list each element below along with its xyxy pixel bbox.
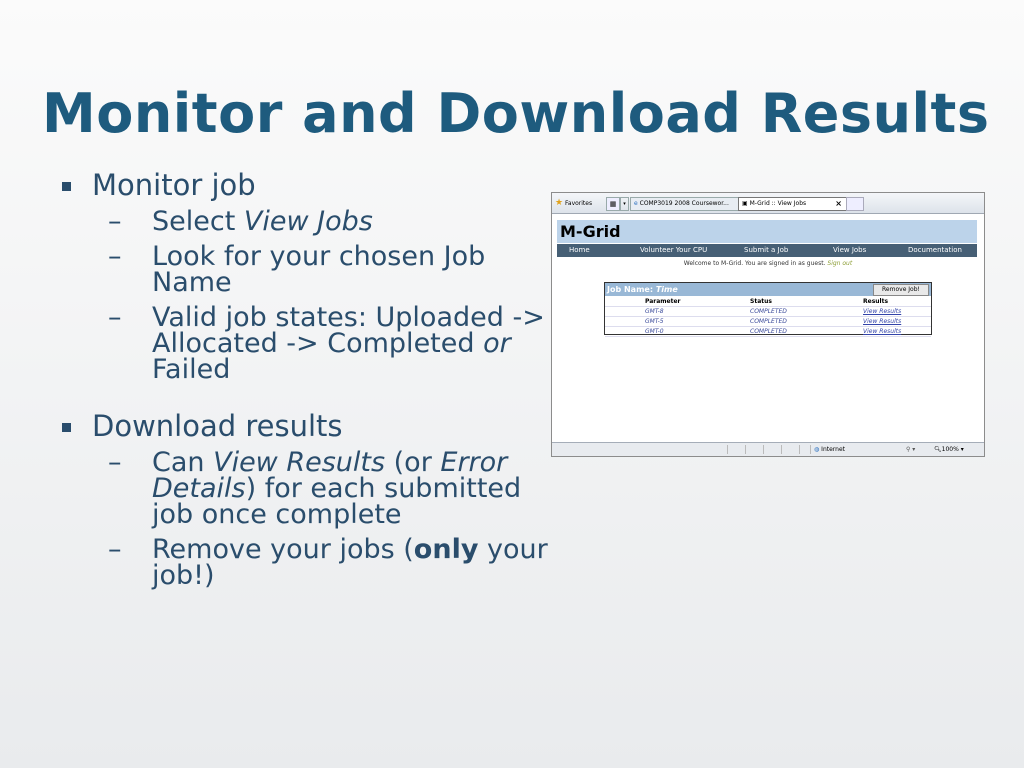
parameter-cell: GMT-8 bbox=[645, 308, 664, 315]
text-bold: only bbox=[413, 534, 479, 565]
tab-label: COMP3019 2008 Coursewor... bbox=[639, 200, 729, 207]
square-bullet-icon bbox=[62, 182, 71, 191]
zone-label: Internet bbox=[821, 446, 845, 453]
column-header-results: Results bbox=[863, 298, 889, 305]
nav-submit-job[interactable]: Submit a Job bbox=[744, 246, 789, 254]
slide-title: Monitor and Download Results bbox=[42, 82, 990, 145]
text: Failed bbox=[152, 354, 231, 385]
welcome-message bbox=[552, 260, 984, 267]
text: (or bbox=[385, 447, 441, 478]
nav-view-jobs[interactable]: View Jobs bbox=[833, 246, 867, 254]
ie-page-icon: e bbox=[634, 200, 638, 207]
table-row bbox=[605, 317, 931, 327]
browser-status-bar bbox=[552, 442, 984, 457]
tab-coursework[interactable] bbox=[630, 197, 739, 211]
view-results-link[interactable]: View Results bbox=[863, 318, 902, 325]
welcome-text: Welcome to M-Grid. You are signed in as guest. bbox=[683, 260, 826, 267]
text: Can bbox=[152, 447, 214, 478]
zoom-control[interactable]: 🔍︎100% ▾ bbox=[934, 446, 964, 453]
browser-screenshot bbox=[551, 192, 985, 457]
parameter-cell: GMT-0 bbox=[645, 328, 664, 335]
table-header bbox=[605, 297, 931, 307]
text: ) for each submitted bbox=[245, 473, 522, 504]
status-cell: COMPLETED bbox=[750, 328, 787, 335]
dash-icon: – bbox=[108, 206, 122, 237]
mgrid-header bbox=[557, 220, 977, 243]
bullet-monitor-job bbox=[62, 170, 602, 200]
protected-mode-icon[interactable]: ⚲ ▾ bbox=[906, 446, 916, 453]
text-em: View Results bbox=[213, 447, 386, 478]
text: job!) bbox=[152, 560, 215, 591]
nav-volunteer[interactable]: Volunteer Your CPU bbox=[640, 246, 708, 254]
quick-tabs-icon[interactable]: ▦ bbox=[606, 197, 620, 211]
new-tab-button[interactable] bbox=[846, 197, 864, 211]
security-zone bbox=[814, 446, 845, 453]
zoom-value: 100% bbox=[941, 446, 959, 453]
square-bullet-icon bbox=[62, 423, 71, 432]
tab-view-jobs[interactable] bbox=[738, 197, 847, 211]
text: your bbox=[478, 534, 548, 565]
mgrid-logo: M-Grid bbox=[560, 222, 621, 241]
dash-icon: – bbox=[108, 302, 122, 333]
text-em: Details bbox=[152, 473, 246, 504]
nav-documentation[interactable]: Documentation bbox=[908, 246, 962, 254]
dash-icon: – bbox=[108, 241, 122, 272]
dash-icon: – bbox=[108, 447, 122, 478]
chevron-down-icon[interactable]: ▾ bbox=[620, 197, 629, 211]
favorites-label: Favorites bbox=[565, 200, 593, 207]
bullet-download-results bbox=[62, 411, 602, 441]
column-header-parameter: Parameter bbox=[645, 298, 681, 305]
view-results-link[interactable]: View Results bbox=[863, 308, 902, 315]
job-header bbox=[605, 283, 931, 296]
text: Select bbox=[152, 206, 244, 237]
text-em: View Jobs bbox=[243, 206, 373, 237]
job-table bbox=[605, 297, 931, 337]
text-em: Error bbox=[440, 447, 508, 478]
sub-bullet-remove bbox=[62, 534, 602, 591]
text: Remove your jobs ( bbox=[152, 534, 414, 565]
text: Valid job states: Uploaded -> bbox=[152, 302, 545, 333]
text-em: or bbox=[483, 328, 511, 359]
status-cell: COMPLETED bbox=[750, 318, 787, 325]
mgrid-nav bbox=[557, 244, 977, 257]
text: job once complete bbox=[152, 499, 402, 530]
page-icon: ▣ bbox=[742, 200, 748, 207]
close-icon[interactable]: × bbox=[835, 199, 842, 208]
sub-bullet-can-view bbox=[62, 447, 602, 530]
sub-bullet-states bbox=[62, 302, 602, 385]
text: Allocated -> Completed bbox=[152, 328, 484, 359]
table-row bbox=[605, 327, 931, 337]
column-header-status: Status bbox=[750, 298, 772, 305]
job-name-label: Job Name: bbox=[607, 285, 656, 294]
globe-icon: ◍ bbox=[814, 446, 820, 453]
bullet-text: Download results bbox=[92, 409, 343, 443]
bullet-list bbox=[62, 170, 602, 589]
star-icon: ★ bbox=[555, 198, 564, 208]
view-results-link[interactable]: View Results bbox=[863, 328, 902, 335]
text: Name bbox=[152, 267, 232, 298]
favorites-button[interactable] bbox=[555, 197, 603, 209]
job-panel bbox=[604, 282, 932, 335]
tab-label: M-Grid :: View Jobs bbox=[749, 200, 807, 207]
table-row bbox=[605, 307, 931, 317]
remove-job-button[interactable]: Remove Job! bbox=[873, 284, 929, 296]
bullet-text: Monitor job bbox=[92, 168, 256, 202]
sign-out-link[interactable]: Sign out bbox=[827, 260, 853, 267]
nav-home[interactable]: Home bbox=[569, 246, 590, 254]
job-name-value: Time bbox=[655, 285, 678, 294]
status-cell: COMPLETED bbox=[750, 308, 787, 315]
browser-tab-bar bbox=[552, 193, 984, 214]
zoom-icon: 🔍︎ bbox=[934, 446, 942, 453]
page-content bbox=[552, 214, 984, 442]
dash-icon: – bbox=[108, 534, 122, 565]
job-name bbox=[607, 285, 678, 294]
text: Look for your chosen Job bbox=[152, 241, 486, 272]
sub-bullet-look bbox=[62, 241, 602, 298]
parameter-cell: GMT-5 bbox=[645, 318, 664, 325]
